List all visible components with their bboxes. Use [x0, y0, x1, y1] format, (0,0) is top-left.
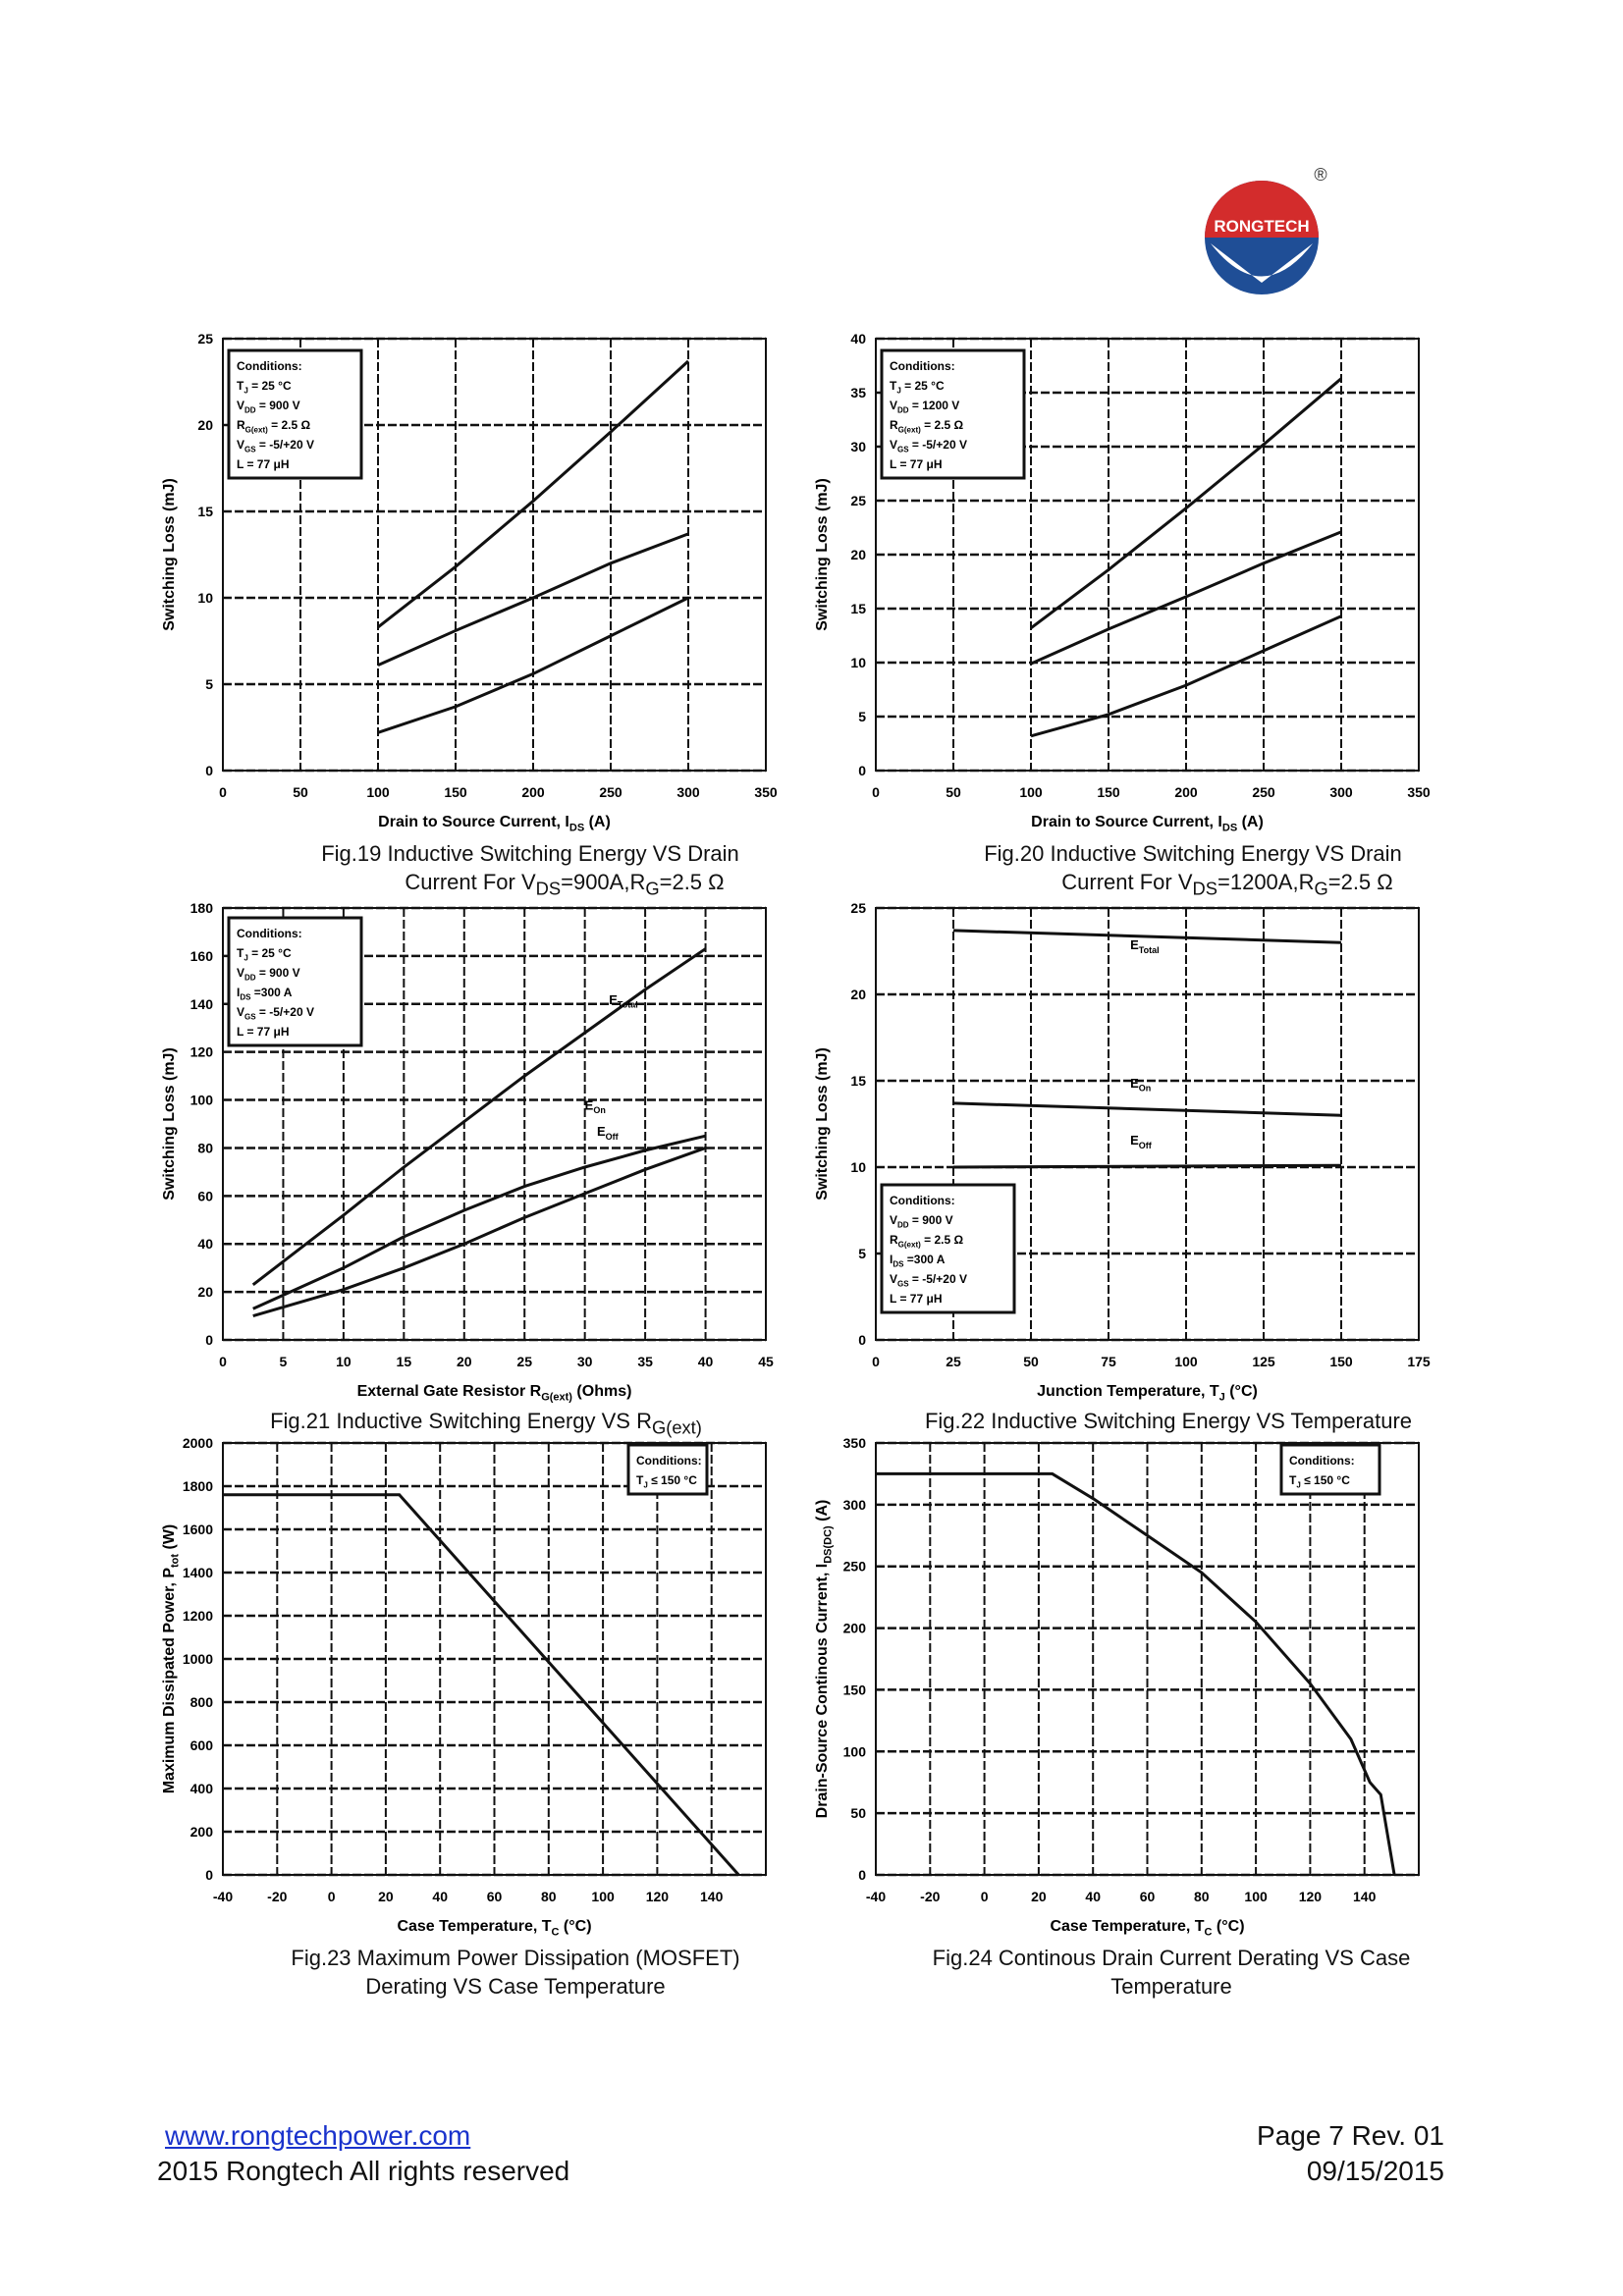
conditions-line: $T_J = 25$ °C — [890, 379, 945, 396]
conditions-line: L = 77 μH — [237, 457, 290, 471]
x-tick-label: -20 — [920, 1889, 941, 1904]
logo-brand: RONGTECH — [1214, 217, 1310, 236]
y-tick-label: 5 — [858, 709, 866, 724]
x-tick-label: 45 — [758, 1354, 774, 1369]
website-link[interactable]: www.rongtechpower.com — [165, 2120, 471, 2151]
x-tick-label: 120 — [645, 1889, 670, 1904]
x-tick-label: 120 — [1298, 1889, 1323, 1904]
y-tick-label: 80 — [197, 1140, 213, 1156]
y-axis-label: Drain-Source Continous Current, $I_{DS(DC)}$ (A) — [814, 1499, 835, 1819]
series-label: $E_{On}$ — [1130, 1076, 1152, 1094]
x-tick-label: 50 — [1023, 1354, 1039, 1369]
x-tick-label: 200 — [521, 784, 545, 800]
caption-fig19-line1: Fig.19 Inductive Switching Energy VS Drain — [321, 841, 739, 866]
x-tick-label: 15 — [396, 1354, 412, 1369]
x-axis-label: Case Temperature, $T_C$ (°C) — [397, 1918, 592, 1939]
conditions-line: $V_{DD} = 900$ V — [237, 966, 300, 983]
conditions-line: Conditions: — [890, 1194, 955, 1207]
y-tick-label: 200 — [189, 1824, 213, 1840]
x-tick-label: 100 — [591, 1889, 615, 1904]
conditions-line: Conditions: — [1289, 1454, 1355, 1468]
y-tick-label: 10 — [850, 1159, 866, 1175]
x-tick-label: 350 — [754, 784, 778, 800]
conditions-line: L = 77 μH — [237, 1025, 290, 1039]
caption-fig20-line2: Current For $V_{DS}=1200A,R_G=2.5$ Ω — [1061, 870, 1393, 899]
y-tick-label: 1800 — [182, 1478, 213, 1494]
x-tick-label: 100 — [1244, 1889, 1268, 1904]
x-axis-label: Drain to Source Current, $I_{DS}$ (A) — [378, 814, 611, 834]
series-label: $E_{On}$ — [584, 1097, 606, 1115]
y-tick-label: 5 — [205, 676, 213, 692]
x-tick-label: -40 — [865, 1889, 887, 1904]
chart-fig22 — [805, 898, 1591, 1409]
x-tick-label: 20 — [378, 1889, 394, 1904]
x-tick-label: 175 — [1407, 1354, 1431, 1369]
x-tick-label: 40 — [432, 1889, 448, 1904]
y-tick-label: 100 — [189, 1092, 213, 1108]
conditions-line: $R_{G(ext)} = 2.5$ Ω — [890, 1233, 964, 1250]
conditions-line: $T_J \le 150$ °C — [636, 1473, 697, 1490]
conditions-line: $V_{GS} = -5/+20$ V — [890, 438, 967, 454]
x-tick-label: 20 — [1031, 1889, 1047, 1904]
x-tick-label: 100 — [1174, 1354, 1198, 1369]
series-label: $E_{Off}$ — [596, 1124, 619, 1142]
series-line-e-total — [953, 931, 1341, 942]
x-tick-label: 100 — [1019, 784, 1043, 800]
y-tick-label: 20 — [850, 547, 866, 562]
conditions-line: $T_J = 25$ °C — [237, 379, 292, 396]
y-tick-label: 5 — [858, 1246, 866, 1261]
y-tick-label: 25 — [197, 331, 213, 347]
y-tick-label: 0 — [858, 1867, 866, 1883]
page-number: Page 7 Rev. 01 — [1257, 2120, 1444, 2151]
x-tick-label: 50 — [946, 784, 961, 800]
x-tick-label: 140 — [1353, 1889, 1377, 1904]
y-tick-label: 15 — [850, 601, 866, 616]
series-line-e-off — [953, 1165, 1341, 1167]
conditions-line: Conditions: — [237, 359, 302, 373]
x-tick-label: 0 — [219, 1354, 227, 1369]
x-tick-label: 10 — [336, 1354, 352, 1369]
conditions-line: $V_{GS} = -5/+20$ V — [237, 1005, 314, 1022]
x-tick-label: -20 — [267, 1889, 288, 1904]
conditions-line: L = 77 μH — [890, 457, 943, 471]
x-tick-label: 80 — [541, 1889, 557, 1904]
x-tick-label: 250 — [1252, 784, 1275, 800]
x-tick-label: 50 — [293, 784, 308, 800]
conditions-line: Conditions: — [237, 927, 302, 940]
x-tick-label: 0 — [872, 784, 880, 800]
chart-svg-fig24 — [805, 1433, 1591, 1944]
y-tick-label: 600 — [189, 1737, 213, 1753]
conditions-line: Conditions: — [890, 359, 955, 373]
conditions-line: $T_J = 25$ °C — [237, 946, 292, 963]
x-tick-label: 140 — [700, 1889, 724, 1904]
y-tick-label: 40 — [197, 1236, 213, 1253]
x-tick-label: 350 — [1407, 784, 1431, 800]
y-tick-label: 300 — [842, 1496, 866, 1513]
y-tick-label: 0 — [205, 1867, 213, 1883]
x-axis-label: Drain to Source Current, $I_{DS}$ (A) — [1031, 814, 1264, 834]
y-tick-label: 0 — [858, 763, 866, 778]
x-tick-label: 150 — [1097, 784, 1120, 800]
conditions-line: Conditions: — [636, 1454, 702, 1468]
y-axis-label: Switching Loss (mJ) — [161, 1047, 178, 1201]
caption-fig20-line1: Fig.20 Inductive Switching Energy VS Drain — [984, 841, 1402, 866]
chart-fig24 — [805, 1433, 1591, 1944]
x-tick-label: 40 — [697, 1354, 714, 1369]
y-axis-label: Maximum Dissipated Power, $P_{tot}$ (W) — [161, 1523, 182, 1794]
x-axis-label: Junction Temperature, $T_J$ (°C) — [1037, 1383, 1258, 1404]
y-tick-label: 400 — [189, 1781, 213, 1796]
caption-fig20 — [810, 839, 1576, 902]
x-tick-label: 0 — [980, 1889, 989, 1904]
y-tick-label: 30 — [850, 439, 866, 454]
y-tick-label: 25 — [850, 900, 866, 916]
series-line-e-on — [953, 1103, 1341, 1115]
y-tick-label: 250 — [842, 1558, 866, 1575]
caption-fig21: Fig.21 Inductive Switching Energy VS $R_{G(ext)}$ — [270, 1409, 702, 1438]
x-tick-label: 200 — [1174, 784, 1198, 800]
y-tick-label: 100 — [842, 1743, 866, 1760]
chart-svg-fig20 — [805, 329, 1591, 839]
y-tick-label: 150 — [842, 1682, 866, 1698]
series-label: $E_{Total}$ — [609, 991, 638, 1010]
x-tick-label: 20 — [456, 1354, 472, 1369]
y-tick-label: 350 — [842, 1435, 866, 1451]
conditions-line: $V_{DD} = 900$ V — [237, 399, 300, 415]
y-tick-label: 20 — [197, 417, 213, 433]
series-line-e-on — [253, 1136, 706, 1308]
y-tick-label: 20 — [850, 987, 866, 1002]
y-tick-label: 1200 — [182, 1608, 213, 1624]
x-tick-label: 30 — [576, 1354, 593, 1369]
y-tick-label: 200 — [842, 1620, 866, 1636]
x-tick-label: -40 — [212, 1889, 234, 1904]
y-axis-label: Switching Loss (mJ) — [161, 478, 178, 631]
x-tick-label: 25 — [946, 1354, 961, 1369]
x-tick-label: 60 — [486, 1889, 503, 1904]
x-tick-label: 0 — [327, 1889, 336, 1904]
x-tick-label: 250 — [599, 784, 622, 800]
x-tick-label: 40 — [1085, 1889, 1101, 1904]
x-axis-label: Case Temperature, $T_C$ (°C) — [1050, 1918, 1245, 1939]
revision-date: 09/15/2015 — [1306, 2156, 1444, 2186]
x-tick-label: 0 — [872, 1354, 880, 1369]
x-tick-label: 0 — [219, 784, 227, 800]
x-tick-label: 25 — [516, 1354, 533, 1369]
y-tick-label: 120 — [189, 1043, 213, 1060]
x-tick-label: 35 — [637, 1354, 653, 1369]
y-tick-label: 800 — [189, 1694, 213, 1710]
conditions-line: $V_{DD} = 1200$ V — [890, 399, 960, 415]
x-tick-label: 300 — [1329, 784, 1353, 800]
y-tick-label: 0 — [205, 1332, 213, 1348]
conditions-line: $V_{DD} = 900$ V — [890, 1213, 953, 1230]
caption-fig24: Fig.24 Continous Drain Current Derating VS Case Temperature — [932, 1946, 1411, 1999]
y-tick-label: 10 — [850, 655, 866, 670]
series-line-p-tot — [223, 1495, 738, 1875]
x-tick-label: 60 — [1139, 1889, 1156, 1904]
y-tick-label: 180 — [189, 900, 213, 916]
x-axis-label: External Gate Resistor $R_{G(ext)}$ (Ohms) — [356, 1383, 632, 1404]
y-tick-label: 140 — [189, 995, 213, 1012]
y-tick-label: 15 — [850, 1073, 866, 1089]
y-tick-label: 1400 — [182, 1565, 213, 1580]
series-line-i-ds-dc- — [876, 1473, 1394, 1875]
x-tick-label: 80 — [1194, 1889, 1210, 1904]
x-tick-label: 75 — [1101, 1354, 1116, 1369]
chart-fig20 — [805, 329, 1591, 839]
y-tick-label: 0 — [858, 1332, 866, 1348]
y-tick-label: 60 — [197, 1188, 213, 1204]
rongtech-logo — [1193, 167, 1330, 304]
x-tick-label: 150 — [444, 784, 467, 800]
caption-fig22: Fig.22 Inductive Switching Energy VS Temperature — [924, 1409, 1413, 1433]
conditions-line: $I_{DS} =300$ A — [890, 1253, 946, 1269]
y-axis-label: Switching Loss (mJ) — [814, 478, 831, 631]
conditions-line: $I_{DS} =300$ A — [237, 986, 293, 1002]
y-tick-label: 25 — [850, 493, 866, 508]
y-tick-label: 15 — [197, 504, 213, 519]
copyright-text: 2015 Rongtech All rights reserved — [157, 2156, 570, 2186]
y-tick-label: 160 — [189, 947, 213, 964]
y-tick-label: 40 — [850, 331, 866, 347]
registered-mark: ® — [1314, 167, 1327, 185]
y-tick-label: 10 — [197, 590, 213, 606]
x-tick-label: 5 — [279, 1354, 288, 1369]
conditions-line: $V_{GS} = -5/+20$ V — [237, 438, 314, 454]
caption-fig19 — [147, 839, 913, 902]
conditions-line: $R_{G(ext)} = 2.5$ Ω — [890, 418, 964, 435]
series-label: $E_{Off}$ — [1130, 1133, 1152, 1150]
y-axis-label: Switching Loss (mJ) — [814, 1047, 831, 1201]
x-tick-label: 150 — [1329, 1354, 1353, 1369]
conditions-line: $R_{G(ext)} = 2.5$ Ω — [237, 418, 311, 435]
y-tick-label: 1000 — [182, 1651, 213, 1667]
y-tick-label: 50 — [850, 1805, 866, 1822]
y-tick-label: 2000 — [182, 1435, 213, 1451]
y-tick-label: 20 — [197, 1284, 213, 1301]
x-tick-label: 300 — [676, 784, 700, 800]
chart-svg-fig22 — [805, 898, 1591, 1409]
x-tick-label: 125 — [1252, 1354, 1275, 1369]
conditions-line: $V_{GS} = -5/+20$ V — [890, 1272, 967, 1289]
caption-fig23: Fig.23 Maximum Power Dissipation (MOSFET) Derating VS Case Temperature — [291, 1946, 740, 1999]
y-tick-label: 0 — [205, 763, 213, 778]
y-tick-label: 1600 — [182, 1522, 213, 1537]
x-tick-label: 100 — [366, 784, 390, 800]
y-tick-label: 35 — [850, 385, 866, 400]
conditions-line: L = 77 μH — [890, 1292, 943, 1306]
caption-fig19-line2: Current For $V_{DS}=900A,R_G=2.5$ Ω — [405, 870, 725, 899]
conditions-line: $T_J \le 150$ °C — [1289, 1473, 1350, 1490]
series-label: $E_{Total}$ — [1130, 937, 1160, 955]
